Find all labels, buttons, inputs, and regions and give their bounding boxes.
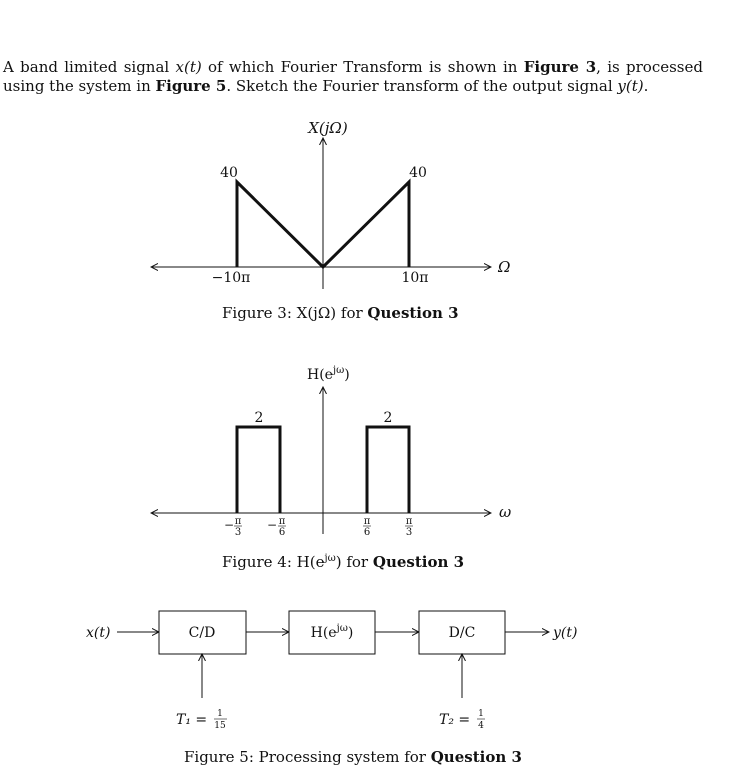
tick-denominator: 6 — [363, 527, 371, 538]
figure-3 — [151, 119, 510, 289]
problem-text-5: . — [643, 77, 649, 95]
fig3-left-tick-label: −10π — [211, 270, 251, 286]
figure-3-reference: Figure 3 — [523, 58, 597, 76]
fig4-tick-neg-pi-3 — [224, 516, 242, 538]
fig4-tick-neg-pi-6 — [267, 516, 286, 538]
fig3-x-label: Ω — [498, 258, 511, 276]
caption-text: Figure 3: X(jΩ) for — [222, 304, 368, 322]
figure-3-caption — [222, 304, 459, 322]
fig3-y-label: X(jΩ) — [308, 119, 348, 137]
fig4-right-passband — [367, 427, 409, 513]
caption-question-ref: Question 3 — [367, 304, 459, 322]
tick-sign: − — [223, 518, 235, 532]
t2-symbol: T₂ = — [439, 712, 471, 728]
figure-5-caption — [184, 748, 522, 766]
t1-denominator: 15 — [214, 721, 226, 731]
fig5-dc-label: D/C — [448, 625, 476, 641]
problem-text-1: A band limited signal — [3, 58, 176, 76]
tick-denominator: 3 — [405, 527, 413, 538]
fig3-right-tick-label: 10π — [401, 270, 429, 286]
caption-text-mid: ) for — [335, 553, 373, 571]
caption-question-ref: Question 3 — [430, 748, 522, 766]
signal-x: x(t) — [175, 58, 202, 76]
problem-text-3: , is processed using the system in — [3, 58, 703, 95]
problem-text-4: . Sketch the Fourier transform of the output signal — [226, 77, 618, 95]
fig3-right-peak-label: 40 — [409, 165, 427, 181]
tick-numerator: π — [405, 516, 413, 527]
fig4-left-height-label: 2 — [254, 410, 264, 426]
t1-symbol: T₁ = — [176, 712, 208, 728]
t2-denominator: 4 — [478, 721, 484, 731]
tick-numerator: π — [278, 516, 286, 527]
caption-superscript: jω — [324, 553, 336, 564]
signal-y: y(t) — [617, 77, 644, 95]
tick-denominator: 6 — [278, 527, 286, 538]
tick-numerator: π — [234, 516, 242, 527]
figure-4-caption — [222, 553, 464, 571]
tick-numerator: π — [363, 516, 371, 527]
figure-5-reference: Figure 5 — [155, 77, 227, 95]
fig4-y-label: $H(e^{j\omega})$ — [307, 365, 350, 383]
fig4-tick-pi-3 — [405, 516, 413, 538]
t2-numerator: 1 — [478, 709, 484, 719]
tick-sign: − — [266, 518, 278, 532]
tick-denominator: 3 — [234, 527, 242, 538]
caption-question-ref: Question 3 — [372, 553, 465, 571]
fig5-t2-label — [439, 709, 485, 731]
problem-text-2: of which Fourier Transform is shown in — [201, 58, 524, 76]
fig3-left-peak-label: 40 — [220, 165, 238, 181]
fig4-left-passband — [237, 427, 280, 513]
figure-4 — [151, 365, 511, 538]
fig5-t1-label — [176, 709, 227, 731]
caption-text: Figure 4: H(e — [222, 553, 325, 571]
fig5-input-label: x(t) — [86, 625, 111, 641]
t1-numerator: 1 — [217, 709, 223, 719]
fig5-output-label: y(t) — [553, 625, 578, 641]
fig5-cd-label: C/D — [188, 625, 216, 641]
fig5-filter-label: $H(e^{j\omega})$ — [310, 623, 354, 641]
caption-text: Figure 5: Processing system for — [184, 748, 431, 766]
fig4-right-height-label: 2 — [383, 410, 393, 426]
fig4-x-label: ω — [499, 503, 512, 521]
fig4-tick-pi-6 — [363, 516, 371, 538]
figure-5 — [86, 611, 577, 731]
